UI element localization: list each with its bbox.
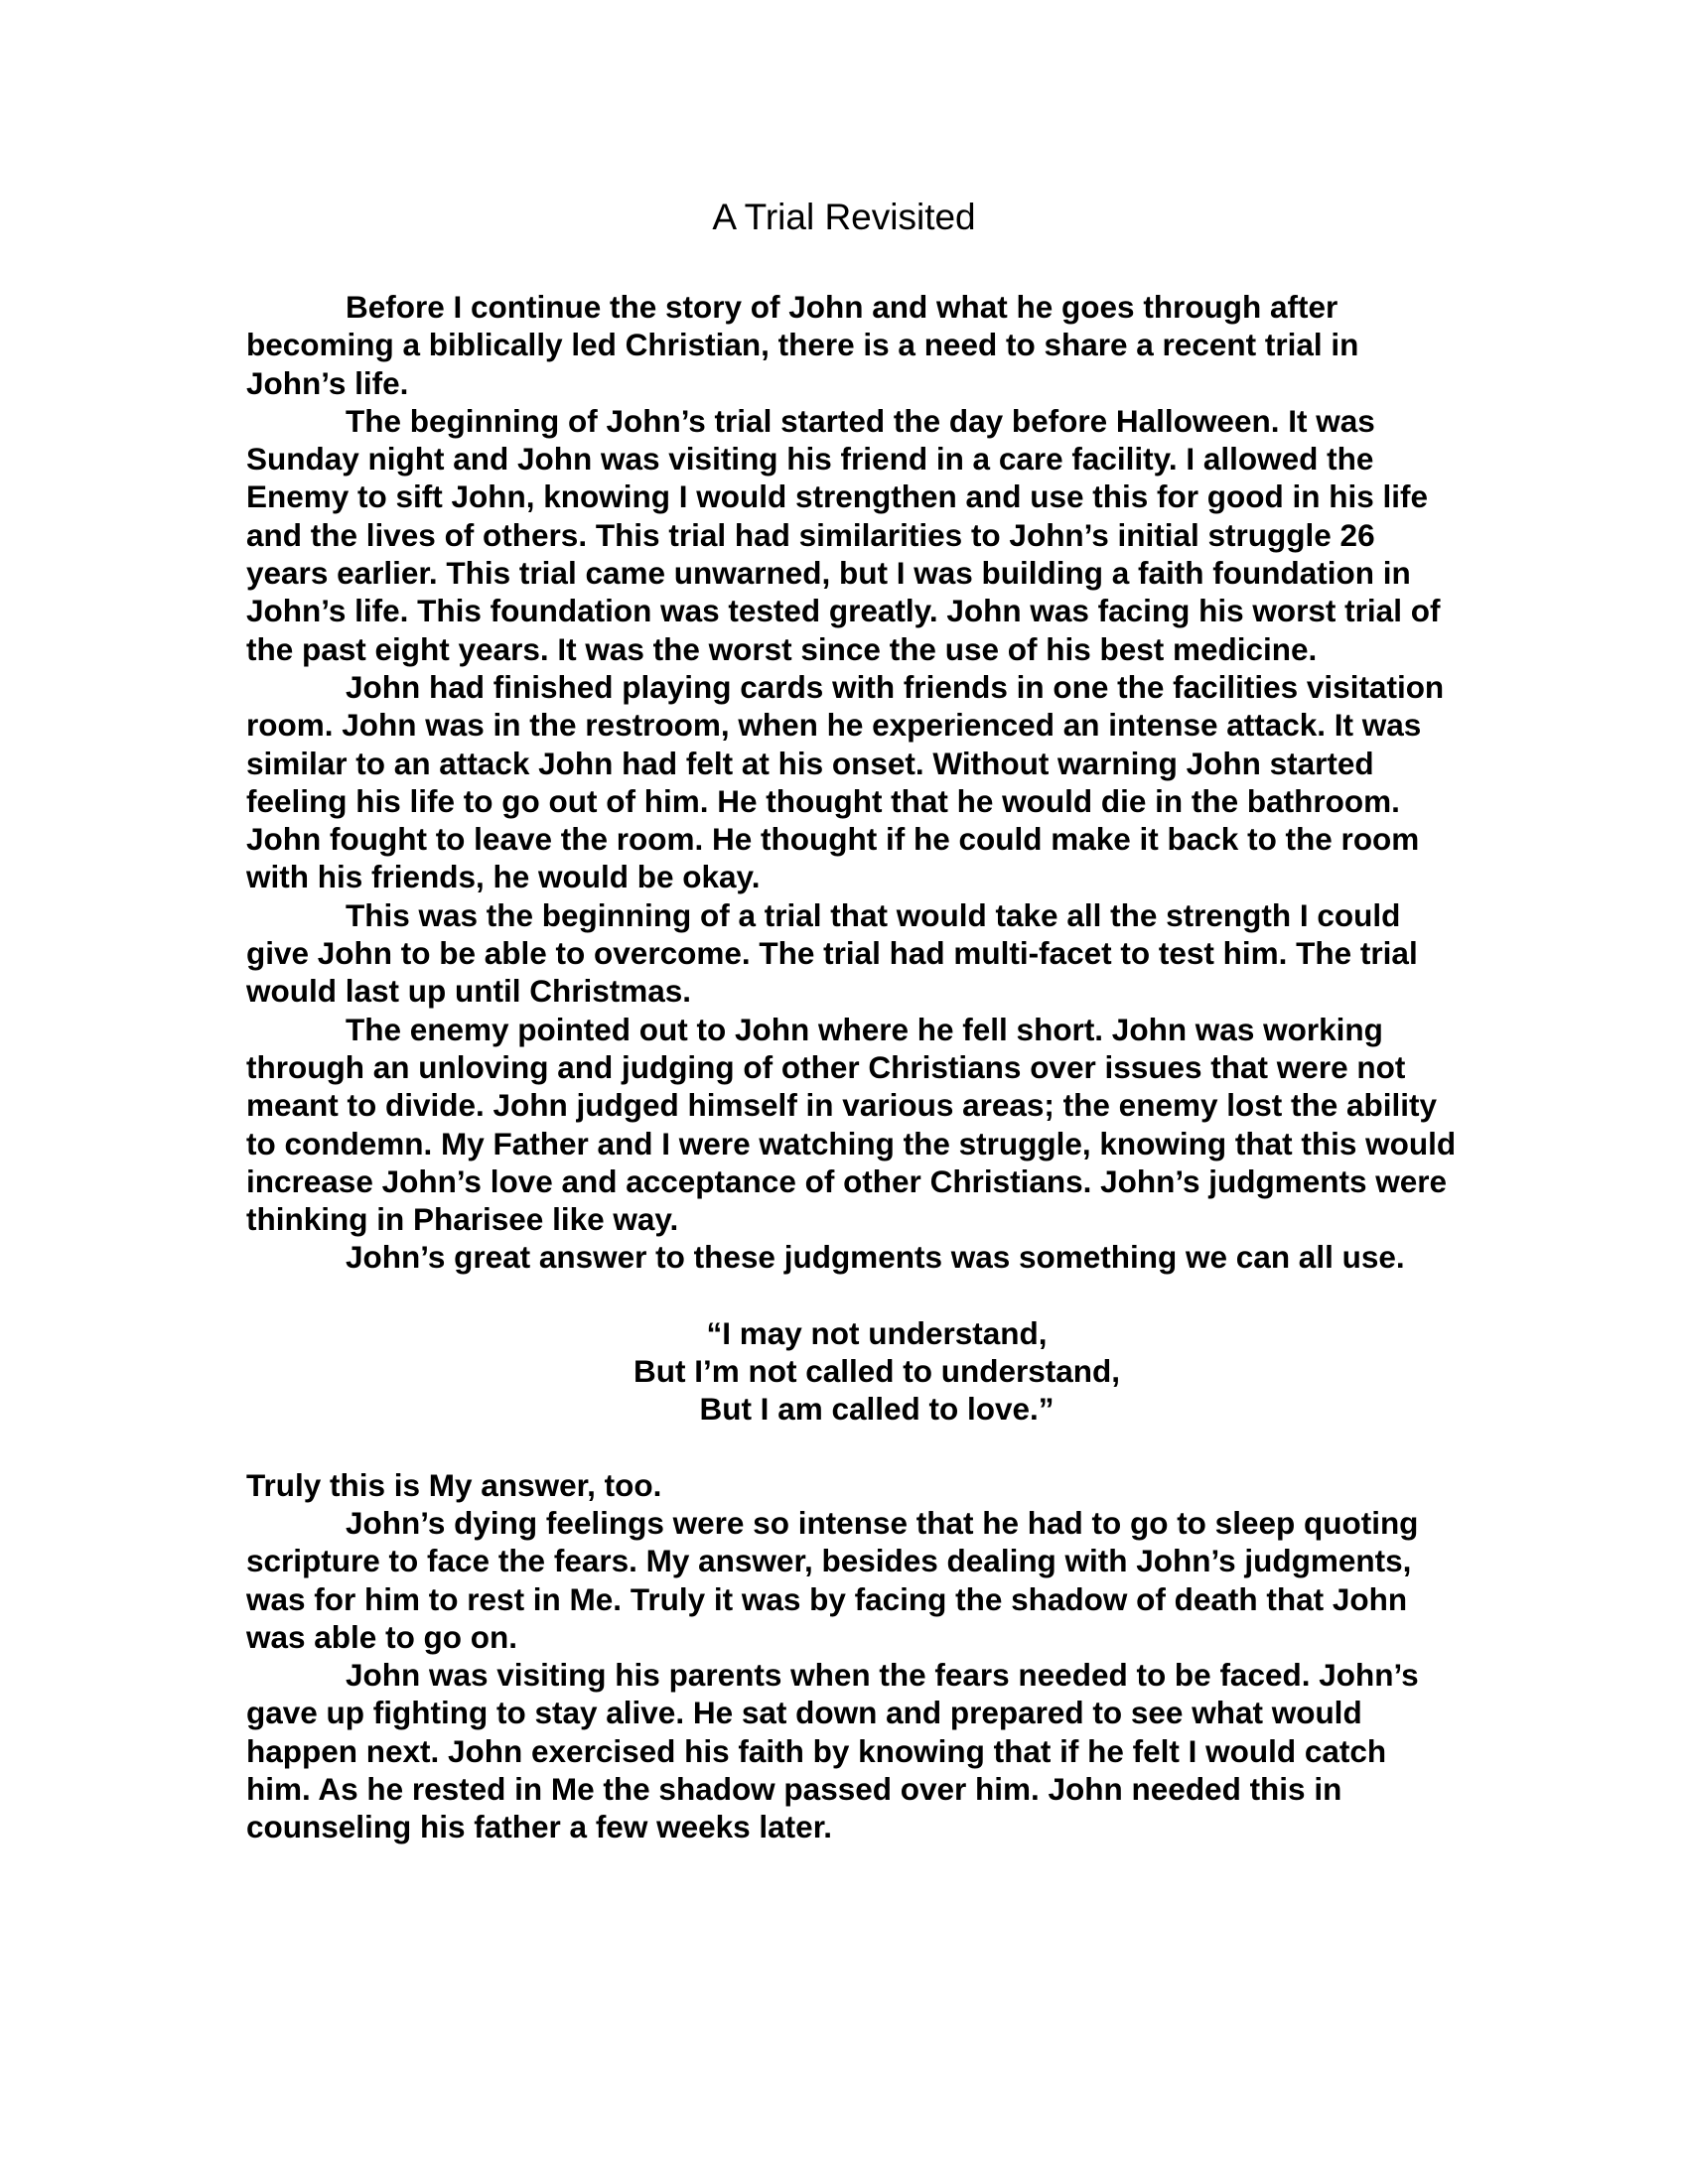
paragraph-2: The beginning of John’s trial started the day before Halloween. It was Sunday night and John was visiting his friend in a care facility. I allowed the Enemy to sift John, knowing I would strengthen and use this for good in his life and the lives of others. This trial had similarities to John’s initial struggle 26 years earlier. This trial came unwarned, but I was building a faith foundation in John’s life. This foundation was tested greatly. John was facing his worst trial of the past eight years. It was the worst since the use of his best medicine.: [246, 402, 1441, 667]
paragraph-7: John’s dying feelings were so intense that he had to go to sleep quoting scripture to face the fears. My answer, besides dealing with John’s judgments, was for him to rest in Me. Truly it was by facing the shadow of death that John was able to go on.: [246, 1504, 1419, 1655]
paragraph-5: The enemy pointed out to John where he fell short. John was working through an unloving and judging of other Christians over issues that were not meant to divide. John judged himself in various areas; the enemy lost the ability to condemn. My Father and I were watching the struggle, knowing that this would increase John’s love and acceptance of other Christians. John’s judgments were thinking in Pharisee like way.: [246, 1011, 1457, 1238]
page-title: A Trial Revisited: [712, 197, 976, 237]
document-body: [246, 288, 1458, 1846]
paragraph-8: John was visiting his parents when the fears needed to be faced. John’s gave up fighting to stay alive. He sat down and prepared to see what would happen next. John exercised his faith by knowing that if he felt I would catch him. As he rested in Me the shadow passed over him. John needed this in counseling his father a few weeks later.: [246, 1657, 1419, 1845]
paragraph-1: Before I continue the story of John and what he goes through after becoming a biblically led Christian, there is a need to share a recent trial in John’s life.: [246, 289, 1359, 401]
block-quote: [246, 1314, 1458, 1429]
quote-line-2: But I’m not called to understand,: [633, 1353, 1121, 1390]
after-quote-line: Truly this is My answer, too.: [246, 1466, 662, 1503]
paragraph-4: This was the beginning of a trial that would take all the strength I could give John to be able to overcome. The trial had multi-facet to test him. The trial would last up until Christmas.: [246, 896, 1418, 1010]
paragraph-6: John’s great answer to these judgments was something we can all use.: [346, 1239, 1405, 1276]
paragraph-3: John had finished playing cards with friends in one the facilities visitation room. John was in the restroom, when he experienced an intense attack. It was similar to an attack John had felt at his onset. Without warning John started feeling his life to go out of him. He thought that he would die in the bathroom. John fought to leave the room. He thought if he could make it back to the room with his friends, he would be okay.: [246, 668, 1445, 895]
quote-line-3: But I am called to love.”: [699, 1391, 1055, 1428]
quote-line-1: “I may not understand,: [706, 1314, 1048, 1351]
